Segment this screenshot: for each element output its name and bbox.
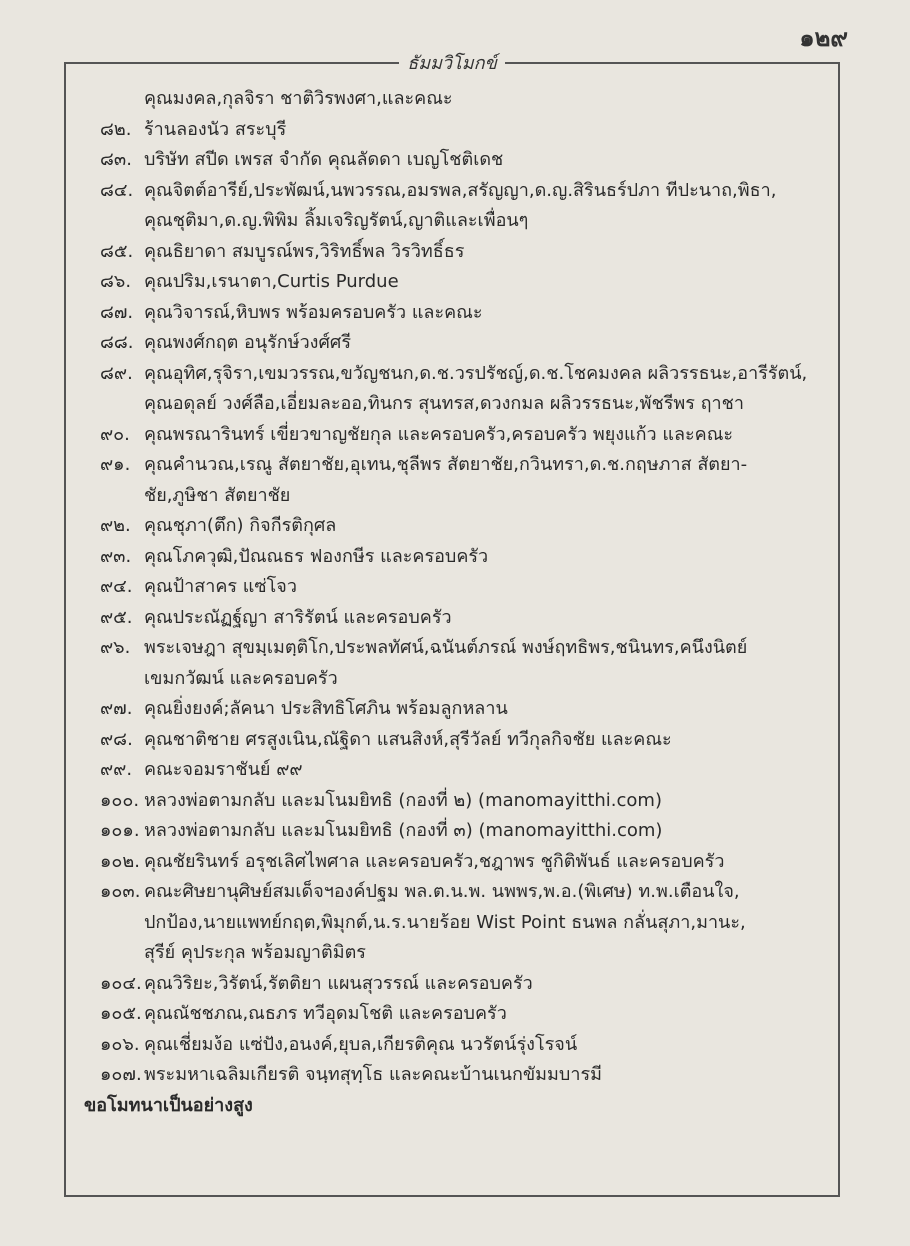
entry-number: ๘๘. xyxy=(100,332,134,353)
list-item xyxy=(84,908,826,939)
list-item xyxy=(84,633,826,664)
list-item xyxy=(84,450,826,481)
entry-number: ๙๒. xyxy=(100,515,131,536)
list-item xyxy=(84,755,826,786)
entry-text: คุณยิ่งยงค์;ลัคนา ประสิทธิโศภิน พร้อมลูกหลาน xyxy=(144,698,508,719)
entry-text: คุณจิตต์อารีย์,ประพัฒน์,นพวรรณ,อมรพล,สรัญญา,ด.ญ.สิรินธร์ปภา ทีปะนาถ,พิธา, xyxy=(144,179,777,201)
entry-text: หลวงพ่อตามกลับ และมโนมยิทธิ (กองที่ ๓) (manomayitthi.com) xyxy=(144,820,663,841)
entry-text: คุณวิริยะ,วิรัตน์,รัตติยา แผนสุวรรณ์ และครอบครัว xyxy=(144,972,533,994)
entry-number: ๙๔. xyxy=(100,576,133,597)
list-item xyxy=(84,572,826,603)
entry-text: บริษัท สปีด เพรส จำกัด คุณลัดดา เบญโชติเดช xyxy=(144,149,504,170)
list-item xyxy=(84,389,826,420)
entry-number: ๑๐๗. xyxy=(100,1064,142,1085)
list-item xyxy=(84,694,826,725)
entry-number: ๙๖. xyxy=(100,637,131,658)
list-item xyxy=(84,938,826,969)
entry-text: พระเจษฎา สุขมฺเมตฺติโก,ประพลทัศน์,ฉนันต์ภรณ์ พงษ์ฤทธิพร,ชนินทร,คนึงนิตย์ xyxy=(144,637,748,658)
entry-number: ๘๒. xyxy=(100,118,132,140)
list-item xyxy=(84,999,826,1030)
entry-number: ๘๗. xyxy=(100,301,134,323)
entry-text: คุณณัชชภณ,ณธภร ทวีอุดมโชติ และครอบครัว xyxy=(144,1003,507,1024)
list-item xyxy=(84,115,826,146)
list-item xyxy=(84,176,826,207)
entry-number: ๘๕. xyxy=(100,240,134,262)
list-item xyxy=(84,359,826,390)
entry-text: ชัย,ภูษิชา สัตยาชัย xyxy=(144,484,291,506)
page-number: ๑๒๙ xyxy=(799,24,848,52)
entry-text: คุณพงศ์กฤต อนุรักษ์วงศ์ศรี xyxy=(144,332,351,353)
list-item xyxy=(84,877,826,908)
entry-text: หลวงพ่อตามกลับ และมโนมยิทธิ (กองที่ ๒) (manomayitthi.com) xyxy=(144,789,662,811)
list-item xyxy=(84,206,826,237)
entry-text: คณะจอมราชันย์ ๙๙ xyxy=(144,759,303,780)
entry-text: ปกป้อง,นายแพทย์กฤต,พิมุกต์,น.ร.นายร้อย Wist Point ธนพล กลั่นสุภา,มานะ, xyxy=(144,911,746,933)
entry-number: ๘๓. xyxy=(100,149,132,170)
entry-text: คุณโภควุฒิ,ปัณณธร ฟองกษีร และครอบครัว xyxy=(144,545,489,567)
entry-text: ร้านลองนัว สระบุรี xyxy=(144,118,287,140)
list-item xyxy=(84,298,826,329)
entry-text: คุณอุทิศ,รุจิรา,เขมวรรณ,ขวัญชนก,ด.ช.วรปรัชญ์,ด.ช.โชคมงคล ผลิวรรธนะ,อารีรัตน์, xyxy=(144,362,808,384)
entry-text: คุณธิยาดา สมบูรณ์พร,วิริทธิ์พล วิรวิทธิ์ธร xyxy=(144,240,465,262)
list-item xyxy=(84,847,826,878)
entry-text: คุณวิจารณ์,หิบพร พร้อมครอบครัว และคณะ xyxy=(144,301,483,323)
entry-number: ๘๙. xyxy=(100,362,133,384)
first-line: คุณมงคล,กุลจิรา ชาติวิรพงศา,และคณะ xyxy=(144,88,453,109)
closing-line: ขอโมทนาเป็นอย่างสูง xyxy=(84,1094,253,1116)
content-frame xyxy=(64,53,840,1197)
entry-number: ๙๗. xyxy=(100,698,133,719)
list-item xyxy=(84,1030,826,1061)
entry-text: คุณชุติมา,ด.ญ.พิพิม ลิ้มเจริญรัตน์,ญาติและเพื่อนๆ xyxy=(144,210,529,231)
entry-text: เขมกวัฒน์ และครอบครัว xyxy=(144,667,338,689)
list-item xyxy=(84,420,826,451)
entry-number: ๘๖. xyxy=(100,271,132,292)
entry-number: ๑๐๔. xyxy=(100,972,142,994)
entry-text: คณะศิษยานุศิษย์สมเด็จฯองค์ปฐม พล.ต.น.พ. นพพร,พ.อ.(พิเศษ) ท.พ.เตือนใจ, xyxy=(144,881,740,902)
entry-text: คุณชาติชาย ศรสูงเนิน,ณัฐิดา แสนสิงห์,สุรีวัลย์ ทวีกุลกิจชัย และคณะ xyxy=(144,728,672,750)
list-item xyxy=(84,786,826,817)
entry-text: คุณปริม,เรนาตา,Curtis Purdue xyxy=(144,271,399,292)
entry-number: ๑๐๐. xyxy=(100,789,140,811)
entry-text: พระมหาเฉลิมเกียรติ จนฺทสุทฺโธ และคณะบ้านเนกขัมมบารมี xyxy=(144,1064,602,1085)
entry-number: ๘๔. xyxy=(100,179,134,201)
entry-text: คุณชัยรินทร์ อรุชเลิศไพศาล และครอบครัว,ชฎาพร ชูกิติพันธ์ และครอบครัว xyxy=(144,850,725,872)
list-item xyxy=(84,481,826,512)
list-item xyxy=(84,511,826,542)
list-item xyxy=(84,328,826,359)
entry-number: ๙๕. xyxy=(100,606,133,628)
entry-text: คุณพรณารินทร์ เขี่ยวขาญชัยกุล และครอบครัว,ครอบครัว พยุงแก้ว และคณะ xyxy=(144,423,734,445)
list-item xyxy=(84,145,826,176)
list-item xyxy=(84,816,826,847)
entry-number: ๑๐๖. xyxy=(100,1033,140,1055)
entry-text: คุณอดุลย์ วงศ์ลือ,เอี่ยมละออ,ทินกร สุนทรส,ดวงกมล ผลิวรรธนะ,พัชรีพร ฤาชา xyxy=(144,393,744,414)
entry-number: ๑๐๑. xyxy=(100,820,140,841)
list-item xyxy=(84,664,826,695)
list-item xyxy=(84,969,826,1000)
entry-text: คุณชุภา(ตึก) กิจกีรติกุศล xyxy=(144,515,337,536)
entry-text: สุรีย์ คุประกุล พร้อมญาติมิตร xyxy=(144,942,366,963)
list-item xyxy=(84,542,826,573)
list-item xyxy=(84,603,826,634)
list-item xyxy=(84,725,826,756)
entry-number: ๙๓. xyxy=(100,545,132,567)
entry-list xyxy=(84,84,826,1121)
entry-number: ๙๐. xyxy=(100,423,130,445)
entry-number: ๑๐๒. xyxy=(100,850,140,872)
list-item xyxy=(84,1060,826,1091)
entry-text: คุณเชี่ยมง้อ แซ่ปัง,อนงค์,ยุบล,เกียรติคุณ นวรัตน์รุ่งโรจน์ xyxy=(144,1033,578,1055)
header-title xyxy=(66,48,838,77)
list-item xyxy=(84,267,826,298)
entry-number: ๙๑. xyxy=(100,454,131,475)
list-item xyxy=(84,237,826,268)
entry-number: ๑๐๕. xyxy=(100,1003,142,1024)
entry-number: ๙๙. xyxy=(100,759,133,780)
entry-text: คุณป้าสาคร แซ่โจว xyxy=(144,576,297,597)
entry-text: คุณประณัฏฐ์ญา สาริรัตน์ และครอบครัว xyxy=(144,606,452,628)
header-title-text: ธัมมวิโมกข์ xyxy=(399,53,505,74)
entry-number: ๑๐๓. xyxy=(100,881,141,902)
entry-number: ๙๘. xyxy=(100,728,133,750)
entry-text: คุณคำนวณ,เรณู สัตยาชัย,อุเทน,ชุลีพร สัตยาชัย,กวินทรา,ด.ช.กฤษภาส สัตยา- xyxy=(144,454,748,475)
